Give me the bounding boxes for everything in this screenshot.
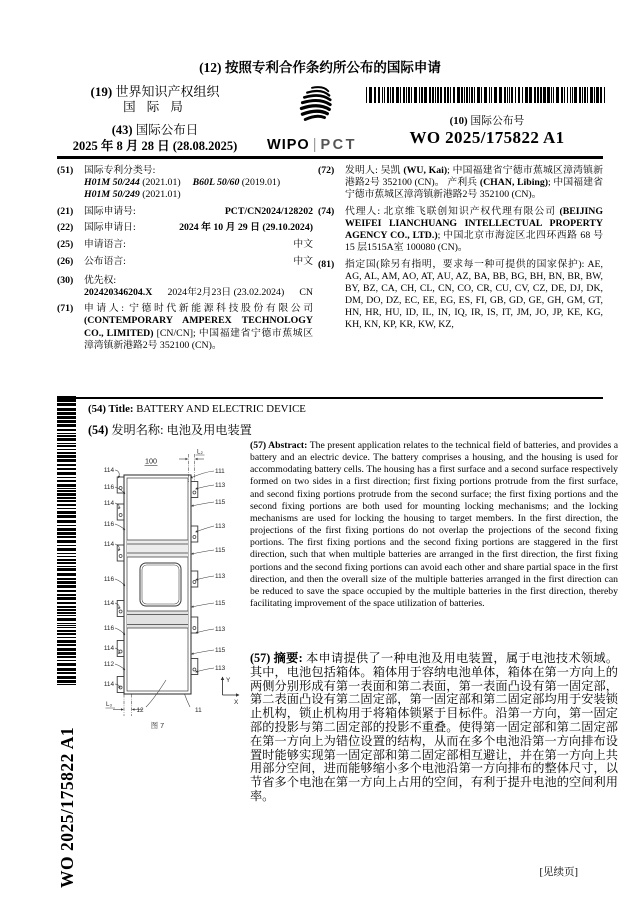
left-mounting-tabs: [117, 477, 124, 693]
field-number: (81): [318, 258, 335, 270]
field-number: (10): [449, 115, 468, 127]
header-divider: [57, 156, 603, 159]
ipc-code: H01M 50/244: [84, 177, 140, 189]
pub-date-value: 2025 年 8 月 28 日 (28.08.2025): [72, 139, 238, 153]
inventor-address: ; 中国福建省宁德市蕉城区漳湾镇新港路2号 352100 (CN)。 产利兵: [345, 165, 604, 189]
field-number: (54): [88, 423, 109, 437]
biblio-right-column: [318, 165, 603, 336]
agent-name-en: (BEIJING WEIFEI LIANCHUANG INTELLECTUAL PROPERTY AGENCY CO., LTD.): [345, 205, 603, 241]
ref-label-12: 12: [136, 707, 144, 714]
dim-label-l2: L₂: [197, 448, 203, 456]
ref-label: 114: [103, 600, 114, 607]
abstract-chinese: [250, 652, 618, 804]
abstract-zh-label: 摘要:: [273, 651, 307, 665]
axis-label-y: Y: [226, 677, 231, 684]
ref-label: 116: [103, 576, 114, 583]
field-number: (57): [250, 440, 267, 451]
agent-address: ; 中国北京市海淀区北四环西路 68 号 15 层1515A室 100080 (CN)。: [345, 229, 603, 254]
field-number: (54): [88, 403, 106, 415]
ref-label: 115: [215, 499, 226, 506]
field-filing-language: [57, 239, 313, 251]
field-number: (57): [250, 651, 271, 665]
axis-indicator: [223, 677, 240, 695]
publication-language-label: 公布语言:: [84, 255, 126, 267]
ipc-version: (2019.01): [241, 177, 281, 189]
filing-date-label: 国际申请日:: [84, 222, 136, 234]
priority-serial: 202420346204.X: [84, 286, 153, 298]
application-number-value: PCT/CN2024/128202: [224, 205, 313, 217]
priority-country: CN: [299, 286, 313, 298]
figure-caption: 图 7: [150, 721, 165, 730]
designated-states-codes: AE, AG, AL, AM, AO, AT, AU, AZ, BA, BB, BG, BH, BN, BR, BW, BY, BZ, CA, CH, CL, CN, CO, CR, CU, CV, CZ, DE, DJ, DK, DM, DO, DZ, EC, EE, EG, ES, FI, GB, GD, GE, GH, GM, GT, HN, HR, HU, ID, IL, IN, IQ, IR, IS, IT, JM, JO, JP, KE, KG, KH, KN, KP, KR, KW, KZ,: [345, 258, 603, 331]
field-number: (19): [90, 84, 113, 99]
field-number: (43): [111, 123, 133, 137]
field-ipc: [57, 165, 313, 201]
field-application-number: [57, 206, 313, 218]
dim-label-l3: L₃: [106, 701, 112, 708]
wipo-label: WIPO: [267, 137, 310, 153]
ipc-row: [84, 189, 313, 201]
left-ref-labels: [104, 467, 115, 688]
application-number-label: 国际申请号:: [84, 205, 136, 217]
applicant-name-en: (CONTEMPORARY AMPEREX TECHNOLOGY CO., LIMITED): [84, 315, 313, 339]
ref-label: 116: [103, 484, 114, 491]
field-number: (30): [57, 274, 74, 286]
ref-label: 115: [215, 547, 226, 554]
ref-label: 113: [215, 665, 226, 672]
title-zh-value: 电池及用电装置: [166, 423, 252, 437]
ipc-version: (2021.01): [142, 189, 181, 201]
inventor-name-en: (CHAN, Libing): [479, 177, 549, 189]
filing-date-value: 2024 年 10 月 29 日 (29.10.2024): [179, 222, 313, 234]
priority-date: 2024年2月23日 (23.02.2024): [167, 286, 285, 298]
title-zh-label: 发明名称:: [111, 423, 167, 437]
org-name-line: [40, 84, 270, 100]
field-number: (21): [57, 205, 74, 217]
ref-label: 114: [103, 500, 114, 507]
applicant-label: 申请人:: [84, 303, 130, 315]
applicant-name-zh: 宁德时代新能源科技股份有限公司: [129, 303, 314, 315]
ipc-code: H01M 50/249: [84, 189, 140, 201]
field-inventors: [318, 165, 603, 201]
field-filing-date: [57, 222, 313, 234]
ref-label: 112: [103, 661, 114, 668]
title-en-value: BATTERY AND ELECTRIC DEVICE: [136, 403, 306, 415]
ref-label: 113: [215, 482, 226, 489]
org-name: 世界知识产权组织: [115, 84, 220, 99]
ref-label: 114: [103, 467, 114, 474]
wipo-pct-wordmark: [256, 137, 368, 153]
continuation-note: [见续页]: [539, 867, 578, 878]
applicant-address: [CN/CN]; 中国福建省宁德市蕉城区漳湾镇新港路2号 352100 (CN)。: [84, 327, 313, 351]
abstract-english: [250, 440, 618, 610]
barcode-horizontal: [366, 87, 608, 103]
ref-label: 114: [103, 681, 114, 688]
publication-number-vertical: WO 2025/175822 A1: [57, 726, 77, 888]
pct-line-text: 按照专利合作条约所公布的国际申请: [224, 60, 441, 75]
ref-label: 113: [215, 523, 226, 530]
ref-label: 111: [215, 468, 225, 475]
ipc-label: 国际专利分类号:: [84, 165, 156, 176]
pub-number-label-line: [366, 113, 608, 128]
ipc-version: (2021.01): [142, 177, 181, 189]
ipc-row: [84, 177, 313, 189]
pub-date-label-line: [40, 123, 270, 138]
inventor-name-zh: 吴凯: [380, 165, 404, 176]
priority-label: 优先权:: [84, 274, 117, 286]
field-number: (22): [57, 222, 74, 234]
field-number: (51): [57, 165, 74, 176]
title-en-label: Title:: [108, 403, 134, 415]
ref-label: 115: [215, 647, 226, 654]
title-chinese-line: [88, 421, 600, 438]
designated-states-label: 指定国(除另有指明，要求每一种可提供的国家保护):: [345, 258, 588, 270]
header-organization-block: [40, 84, 270, 154]
field-number: (71): [57, 303, 74, 315]
agent-label: 代理人:: [345, 205, 384, 217]
ref-label: 115: [215, 600, 226, 607]
field-number: (25): [57, 238, 74, 250]
field-number: (12): [199, 60, 222, 75]
ref-label: 114: [103, 541, 114, 548]
field-priority: [57, 275, 313, 299]
patent-figure-7: [84, 442, 246, 782]
ref-label: 116: [103, 625, 114, 632]
pub-date-label: 国际公布日: [135, 123, 199, 137]
pub-number-label: 国际公布号: [470, 115, 525, 127]
pct-publication-line: [0, 56, 640, 76]
ref-label: 113: [215, 573, 226, 580]
wipo-swirl-icon: [284, 84, 340, 130]
biblio-left-column: [57, 165, 313, 356]
ipc-code: B60L 50/60: [192, 177, 240, 189]
field-number: (74): [318, 205, 335, 217]
ref-label: 116: [103, 521, 114, 528]
abstract-en-label: Abstract:: [268, 440, 308, 451]
abstract-en-text: The present application relates to the technical field of batteries, and provides a battery and an electric device. The battery comprises a housing, and the housing is used for accommodating battery cells. The housing has a first surface and a second surface respectively formed on two sides in a first direction; first fixing portions protrude from the first surface, and second fixing portions protrude from the second surface; the first fixing portions and the second fixing portions are both used for mounting locking mechanisms; and the locking mechanisms are used for locking the housing to target members. In the first direction, the projections of the first fixing portions do not overlap the projections of the second fixing portions. The first fixing portions and the second fixing portions are staggered in the first direction, such that when multiple batteries are arranged in the first direction, the first fixing portions and the second fixing portions can avoid each other and share partial space in the first direction, and then the overall size of the multiple batteries arranged in the first direction can be reduced to save the space occupied by the multiple batteries in the first direction, thereby facilitating improvement of the space utilization of batteries.: [250, 440, 619, 610]
filing-language-value: 中文: [293, 238, 313, 250]
pct-label: PCT: [320, 137, 357, 153]
publication-number: WO 2025/175822 A1: [409, 128, 565, 147]
inventors-label: 发明人:: [345, 165, 381, 176]
ref-label-100: 100: [145, 456, 157, 466]
ref-label: 114: [103, 645, 114, 652]
right-mounting-tabs: [191, 482, 198, 675]
header-publication-block: [366, 87, 608, 147]
publication-language-value: 中文: [293, 255, 313, 267]
org-bureau: 国 际 局: [123, 100, 187, 114]
ref-label-11: 11: [195, 707, 202, 714]
title-english-line: [88, 403, 600, 415]
filing-language-label: 申请语言:: [84, 238, 126, 250]
field-number: (26): [57, 255, 74, 267]
field-agent: [318, 206, 603, 254]
abstract-zh-text: 本申请提供了一种电池及用电装置，属于电池技术领域。其中，电池包括箱体。箱体用于容纳电池单体，箱体在第一方向上的两侧分别形成有第一表面和第二表面，第一表面凸设有第一固定部，第二表面凸设有第二固定部，第一固定部和第二固定部均用于安装锁止机构，锁止机构用于将箱体锁紧于目标件。沿第一方向，第一固定部的投影与第二固定部的投影不重叠。使得第一固定部和第二固定部在第一方向上为错位设置的结构，从而在多个电池沿第一方向排布设置时能够实现第一固定部和第二固定部相互避让，并在第一方向上共用部分空间，进而能够缩小多个电池沿第一方向排布的整体尺寸，以节省多个电池在第一方向上占用的空间，有利于提升电池的空间利用率。: [250, 651, 619, 803]
axis-label-x: X: [234, 699, 239, 706]
inventor-address: ; 中国福建省宁德市蕉城区漳湾镇新港路2号 352100 (CN)。: [345, 177, 603, 201]
agent-name-zh: 北京维飞联创知识产权代理有限公司: [383, 205, 560, 217]
field-number: (72): [318, 165, 335, 176]
barcode-vertical: [57, 396, 76, 688]
inventor-name-en: (WU, Kai): [403, 165, 448, 176]
field-publication-language: [57, 256, 313, 268]
right-ref-labels: [215, 468, 226, 672]
field-designated-states: [318, 259, 603, 332]
ref-label: 113: [215, 626, 226, 633]
field-applicant: [57, 303, 313, 351]
wipo-logo-block: [256, 84, 368, 153]
logo-separator: |: [312, 137, 318, 153]
title-divider: [57, 397, 603, 399]
